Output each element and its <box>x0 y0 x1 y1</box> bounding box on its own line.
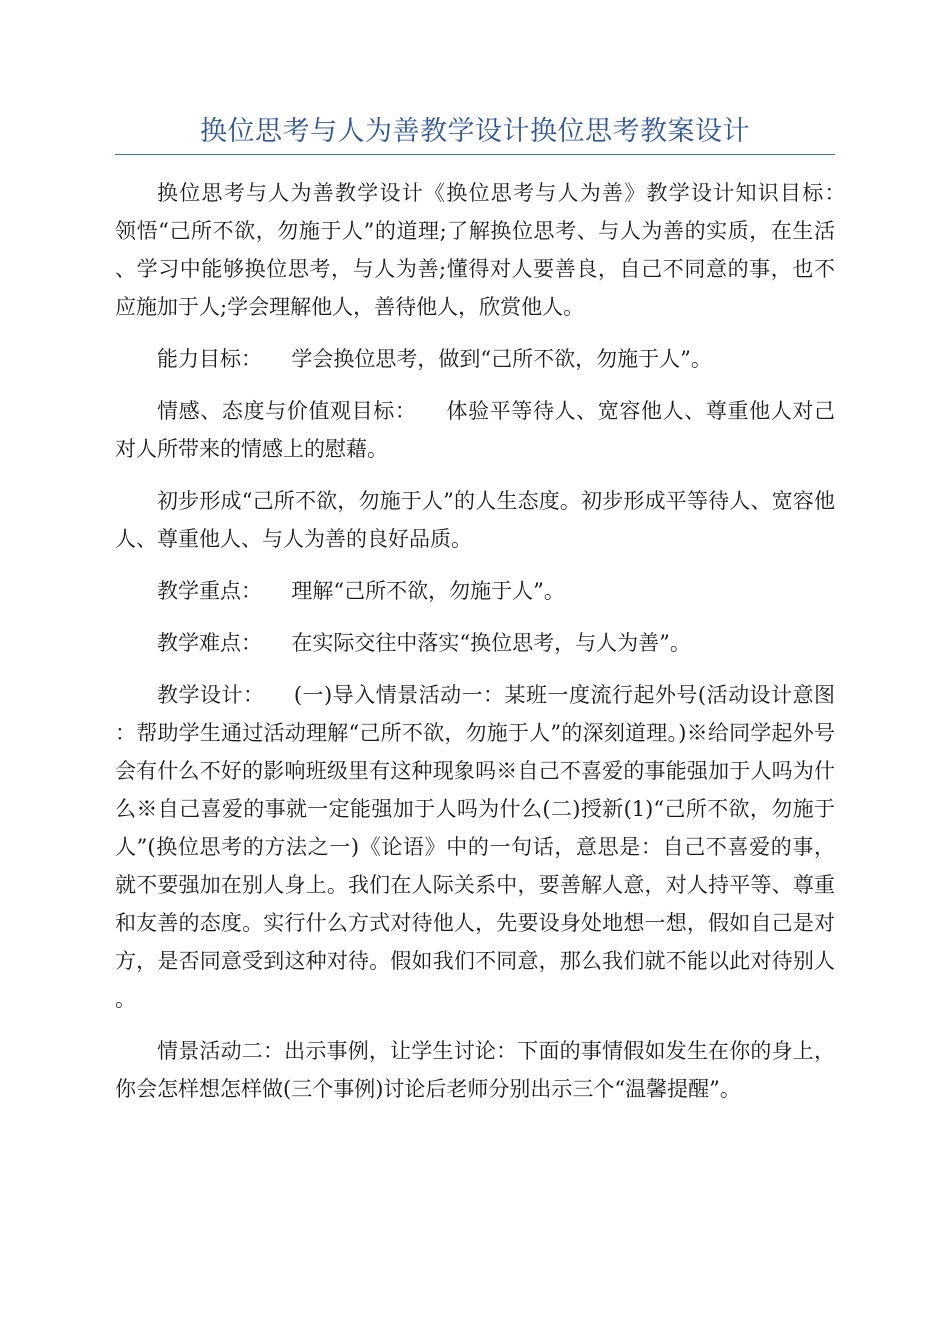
paragraph-attitude <box>115 482 835 558</box>
paragraph-emotion-goal <box>115 392 835 468</box>
paragraph-text: 在实际交往中落实“换位思考，与人为善”。 <box>291 631 691 655</box>
paragraph-label: 教学重点： <box>157 579 262 603</box>
document-title: 换位思考与人为善教学设计换位思考教案设计 <box>200 116 750 147</box>
document-body <box>115 174 856 1122</box>
paragraph-label: 教学设计： <box>157 683 265 707</box>
title-underline <box>115 154 835 155</box>
paragraph-ability-goal <box>115 340 835 378</box>
paragraph-text: 体验平等待人、宽容他人、尊重他人对己对人所带来的情感上的慰藉。 <box>115 399 836 461</box>
paragraph-text: 初步形成“己所不欲，勿施于人”的人生态度。初步形成平等待人、宽容他人、尊重他人、与人为善的良好品质。 <box>115 489 835 551</box>
paragraph-text: 学会换位思考，做到“己所不欲，勿施于人”。 <box>291 347 712 371</box>
paragraph-label: 能力目标： <box>157 347 262 371</box>
paragraph-teaching-design <box>115 676 835 1018</box>
paragraph-text: 理解“己所不欲，勿施于人”。 <box>291 579 565 603</box>
paragraph-label: 教学难点： <box>157 631 262 655</box>
paragraph-label: 情感、态度与价值观目标： <box>157 399 417 423</box>
paragraph-activity-two <box>115 1032 835 1108</box>
paragraph-text: 情景活动二：出示事例，让学生讨论：下面的事情假如发生在你的身上，你会怎样想怎样做(三个事例)讨论后老师分别出示三个“温馨提醒”。 <box>115 1039 835 1101</box>
paragraph-text: (一)导入情景活动一：某班一度流行起外号(活动设计意图：帮助学生通过活动理解“己所不欲，勿施于人”的深刻道理。)※给同学起外号会有什么不好的影响班级里有这种现象吗※自己不喜爱的事能强加于人吗为什么※自己喜爱的事就一定能强加于人吗为什么(二)授新(1)“己所不欲，勿施于人”(换位思考的方法之一)《论语》中的一句话，意思是：自己不喜爱的事，就不要强加在别人身上。我们在人际关系中，要善解人意，对人持平等、尊重和友善的态度。实行什么方式对待他人，先要设身处地想一想，假如自己是对方，是否同意受到这种对待。假如我们不同意，那么我们就不能以此对待别人。 <box>115 683 836 1011</box>
paragraph-difficulty <box>115 624 835 662</box>
paragraph-text: 换位思考与人为善教学设计《换位思考与人为善》教学设计知识目标： 领悟“己所不欲，勿施于人”的道理;了解换位思考、与人为善的实质，在生活、学习中能够换位思考，与人为善;懂得对人要善良，自己不同意的事，也不应施加于人;学会理解他人，善待他人，欣赏他人。 <box>115 181 856 319</box>
paragraph-knowledge-goal <box>115 174 856 326</box>
paragraph-key-point <box>115 572 835 610</box>
